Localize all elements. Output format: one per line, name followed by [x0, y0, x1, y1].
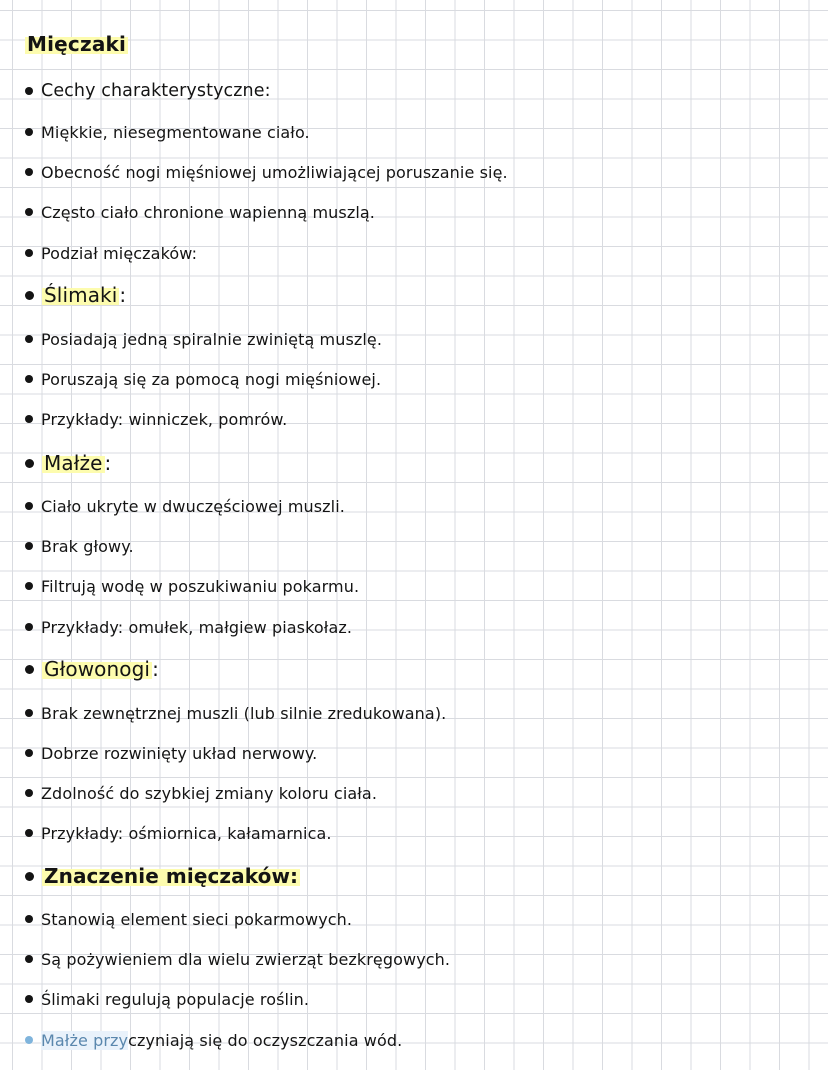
bullet-icon: [25, 87, 33, 95]
list-item: [25, 407, 287, 431]
list-item-text: Cechy charakterystyczne:: [41, 81, 271, 101]
list-item-text: Zdolność do szybkiej zmiany koloru ciała.: [41, 783, 378, 803]
list-item: [25, 741, 317, 765]
list-item-text: Stanowią element sieci pokarmowych.: [41, 909, 353, 929]
bullet-icon: [25, 665, 34, 674]
list-item: [25, 241, 197, 265]
bullet-icon: [25, 168, 33, 176]
list-item: [25, 494, 345, 518]
list-item-text: Miękkie, niesegmentowane ciało.: [41, 122, 310, 142]
list-item: [25, 821, 332, 845]
bullet-icon: [25, 749, 33, 757]
list-item: [25, 534, 134, 558]
bullet-icon: [25, 208, 33, 216]
bullet-icon: [25, 915, 33, 923]
bullet-icon: [25, 249, 33, 257]
list-item-heading-cechy: [25, 79, 271, 103]
bullet-icon: [25, 623, 33, 631]
list-item: [25, 574, 359, 598]
bullet-icon: [25, 128, 33, 136]
list-item-text: Poruszają się za pomocą nogi mięśniowej.: [41, 369, 382, 389]
list-item-text: Podział mięczaków:: [41, 243, 198, 263]
list-item-text: Często ciało chronione wapienną muszlą.: [41, 202, 375, 222]
list-item: [25, 327, 382, 351]
list-item: [25, 701, 446, 725]
bullet-icon: [25, 502, 33, 510]
list-item: [25, 907, 352, 931]
list-item-text: Brak głowy.: [41, 536, 134, 556]
list-item-text: Brak zewnętrznej muszli (lub silnie zredukowana).: [41, 703, 447, 723]
section-heading-suffix: :: [119, 283, 127, 307]
bullet-icon: [25, 709, 33, 717]
bullet-icon: [25, 459, 34, 468]
page-title-text: Mięczaki: [27, 32, 127, 56]
list-item-text: Przykłady: winniczek, pomrów.: [41, 409, 288, 429]
section-heading-suffix: :: [152, 657, 159, 681]
list-item-text-faded: Małże przy: [41, 1030, 129, 1050]
list-item-text: Przykłady: omułek, małgiew piaskołaz.: [41, 617, 353, 637]
list-item: [25, 987, 309, 1011]
list-item-text: Ślimaki regulują populacje roślin.: [41, 989, 310, 1009]
bullet-icon: [25, 335, 33, 343]
section-heading-text: Ślimaki: [44, 283, 118, 307]
section-heading-text: Małże: [44, 451, 103, 475]
section-heading-slimaki: [25, 283, 126, 307]
section-heading-znaczenie: [25, 864, 300, 888]
bullet-icon: [25, 415, 33, 423]
list-item-text: Przykłady: ośmiornica, kałamarnica.: [41, 823, 332, 843]
list-item: [25, 160, 508, 184]
bullet-icon: [25, 375, 33, 383]
section-heading-malze: [25, 451, 111, 475]
list-item-text: Ciało ukryte w dwuczęściowej muszli.: [41, 496, 345, 516]
bullet-icon: [25, 542, 33, 550]
list-item: [25, 1028, 402, 1052]
section-heading-suffix: :: [104, 451, 112, 475]
bullet-icon: [25, 872, 34, 881]
list-item: [25, 781, 377, 805]
list-item: [25, 947, 450, 971]
list-item-text: Posiadają jedną spiralnie zwiniętą muszlę.: [41, 329, 383, 349]
list-item-text: Są pożywieniem dla wielu zwierząt bezkręgowych.: [41, 949, 451, 969]
list-item: [25, 120, 310, 144]
list-item: [25, 200, 375, 224]
bullet-icon: [25, 995, 33, 1003]
list-item: [25, 367, 381, 391]
list-item-text: czyniają się do oczyszczania wód.: [128, 1030, 403, 1050]
page-title: [25, 32, 128, 56]
list-item-text: Dobrze rozwinięty układ nerwowy.: [41, 743, 318, 763]
list-item-text: Filtrują wodę w poszukiwaniu pokarmu.: [41, 576, 360, 596]
list-item: [25, 615, 352, 639]
section-heading-glowonogi: [25, 657, 159, 681]
bullet-icon: [25, 1036, 33, 1044]
bullet-icon: [25, 582, 33, 590]
section-heading-text: Głowonogi: [44, 657, 151, 681]
bullet-icon: [25, 955, 33, 963]
bullet-icon: [25, 829, 33, 837]
list-item-text: Obecność nogi mięśniowej umożliwiającej poruszanie się.: [41, 162, 508, 182]
section-heading-text: Znaczenie mięczaków:: [44, 864, 299, 888]
bullet-icon: [25, 291, 34, 300]
bullet-icon: [25, 789, 33, 797]
